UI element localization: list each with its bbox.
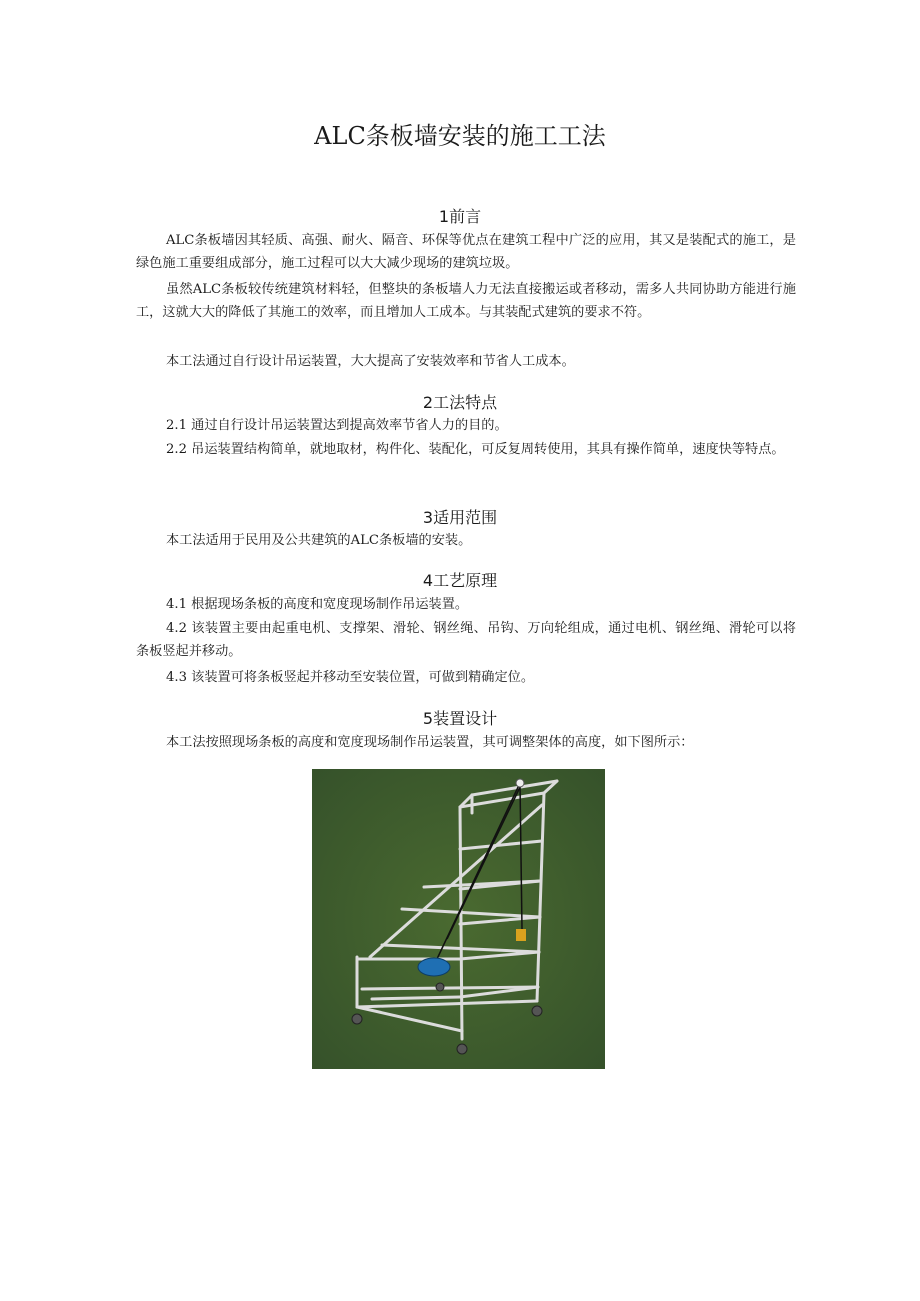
paragraph-1-2: 虽然ALC条板较传统建筑材料轻，但整块的条板墙人力无法直接搬运或者移动，需多人共同协助方能进行施工，这就大大的降低了其施工的效率，而且增加人工成本。与其装配式建筑的要求不符。 — [136, 282, 796, 320]
paragraph-4-2: 4.2 该装置主要由起重电机、支撑架、滑轮、钢丝绳、吊钩、万向轮组成，通过电机、钢丝绳、滑轮可以将条板竖起并移动。 — [136, 621, 796, 659]
pulley-icon — [516, 779, 524, 787]
paragraph-4-1: 4.1 根据现场条板的高度和宽度现场制作吊运装置。 — [166, 597, 469, 612]
section-heading-3: 3适用范围 — [422, 508, 498, 527]
motor-icon — [418, 958, 450, 976]
document-title: ALC条板墙安装的施工工法 — [314, 122, 606, 150]
hook-icon — [516, 929, 526, 941]
paragraph-5-1: 本工法按照现场条板的高度和宽度现场制作吊运装置，其可调整架体的高度，如下图所示： — [166, 735, 694, 750]
paragraph-4-3: 4.3 该装置可将条板竖起并移动至安装位置，可做到精确定位。 — [166, 670, 535, 685]
section-heading-1: 1前言 — [438, 207, 482, 226]
paragraph-2-2: 2.2 吊运装置结构简单，就地取材，构件化、装配化，可反复周转使用，其具有操作简单，速度快等特点。 — [166, 442, 785, 457]
section-heading-5: 5装置设计 — [422, 709, 498, 728]
lifting-device-figure — [312, 769, 605, 1069]
lifting-device-illustration — [312, 769, 605, 1069]
paragraph-1-1: ALC条板墙因其轻质、高强、耐火、隔音、环保等优点在建筑工程中广泛的应用，其又是装配式的施工，是绿色施工重要组成部分，施工过程可以大大减少现场的建筑垃圾。 — [136, 233, 796, 271]
section-heading-4: 4工艺原理 — [422, 571, 498, 590]
section-heading-2: 2工法特点 — [422, 393, 498, 412]
paragraph-3-1: 本工法适用于民用及公共建筑的ALC条板墙的安装。 — [166, 533, 472, 548]
paragraph-1-3: 本工法通过自行设计吊运装置，大大提高了安装效率和节省人工成本。 — [166, 354, 575, 369]
paragraph-2-1: 2.1 通过自行设计吊运装置达到提高效率节省人力的目的。 — [166, 418, 508, 433]
